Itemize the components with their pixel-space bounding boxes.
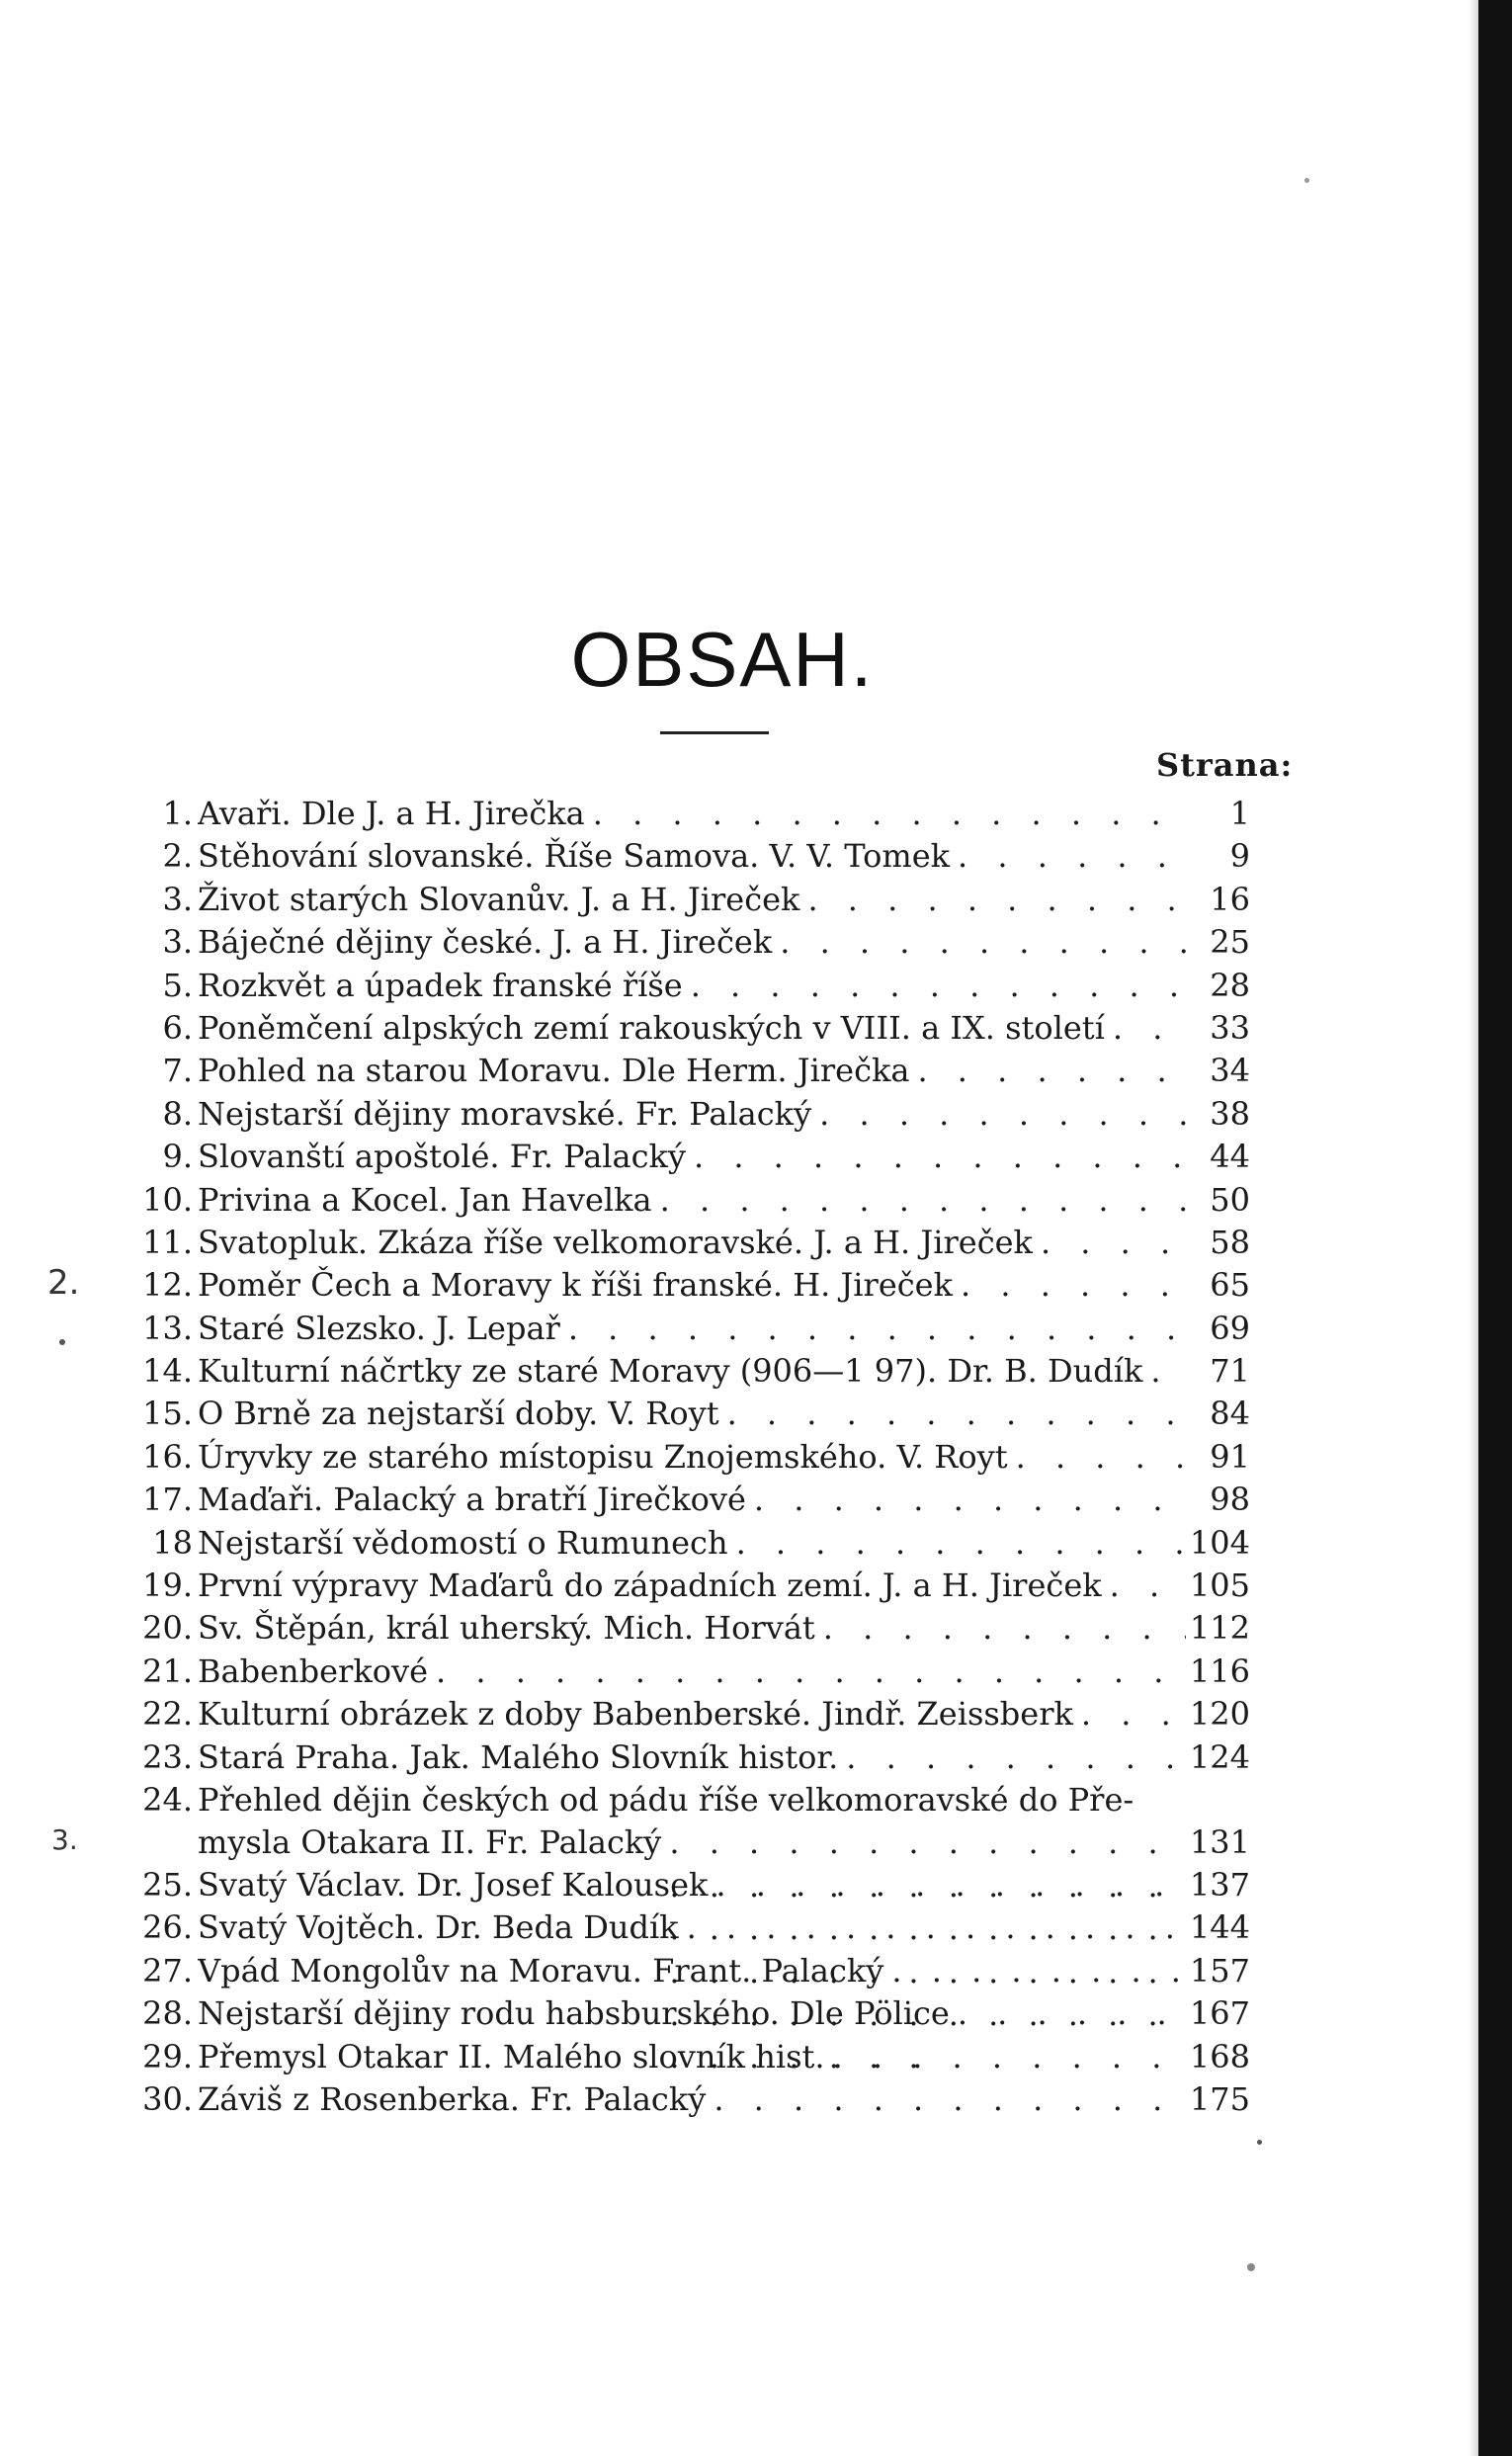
table-of-contents (0, 793, 1285, 2121)
dot-leader (719, 1393, 1186, 1435)
toc-entry-page: 33 (1210, 1008, 1250, 1047)
toc-entry-number: 2. (162, 837, 193, 876)
toc-entry-text: Život starých Slovanův. J. a H. Jireček (198, 880, 800, 918)
toc-entry (0, 1050, 1285, 1092)
ink-speck (1257, 2140, 1262, 2145)
toc-entry-page: 120 (1189, 1695, 1250, 1734)
toc-entry-page: 71 (1210, 1352, 1250, 1391)
toc-entry-page: 144 (1189, 1908, 1250, 1947)
dot-leader (950, 835, 1186, 878)
toc-entry-number: 1. (162, 795, 193, 832)
toc-entry-title (198, 965, 1186, 1007)
dot-leader (686, 1136, 1186, 1178)
page-edge-shadow (1469, 0, 1478, 2456)
toc-entry-text: O Brně za nejstarší doby. V. Royt (198, 1395, 719, 1433)
toc-entry-title (198, 1651, 1186, 1693)
toc-entry-text: Babenberkové (198, 1651, 429, 1690)
toc-entry-number: 17. (142, 1481, 193, 1519)
toc-entry (0, 1007, 1285, 1050)
toc-entry (0, 921, 1285, 964)
toc-entry-page: 65 (1210, 1266, 1250, 1305)
toc-entry-title (198, 1179, 1186, 1222)
toc-entry-title (198, 1607, 1186, 1650)
toc-entry-page: 131 (1189, 1822, 1250, 1861)
toc-entry-number: 30. (142, 2079, 193, 2118)
toc-entry-text: Svatý Vojtěch. Dr. Beda Dudík (198, 1908, 679, 1947)
page-title: OBSAH. (570, 616, 875, 703)
dot-leader (1033, 1222, 1186, 1264)
toc-entry-title (198, 1950, 1186, 1992)
toc-entry-page: 112 (1189, 1609, 1250, 1648)
dot-leader (838, 1736, 1186, 1779)
toc-entry-page: 168 (1189, 2037, 1250, 2075)
toc-entry-number: 16. (142, 1437, 193, 1476)
toc-entry (0, 1864, 1285, 1906)
dot-leader (772, 921, 1186, 964)
toc-entry-text: Maďaři. Palacký a bratří Jirečkové (198, 1481, 746, 1519)
toc-entry-title-line: mysla Otakara II. Fr. Palacký (198, 1823, 662, 1862)
dot-leader (1008, 1436, 1186, 1479)
toc-entry (0, 1179, 1285, 1222)
dot-leader (708, 1864, 1186, 1906)
toc-entry-title (198, 1136, 1186, 1178)
toc-entry-text: Nejstarší vědomostí o Rumunech (198, 1523, 728, 1562)
toc-entry-text: Báječné dějiny české. J. a H. Jireček (198, 923, 773, 962)
toc-entry (0, 1350, 1285, 1393)
dot-leader (728, 1522, 1186, 1565)
toc-entry-number: 3. (162, 880, 193, 918)
toc-entry-title (198, 1479, 1186, 1521)
dot-leader (585, 793, 1186, 835)
toc-entry (0, 1992, 1285, 2035)
toc-entry-title (198, 1350, 1186, 1393)
toc-entry-page: 98 (1210, 1481, 1250, 1519)
dot-leader (825, 2036, 1186, 2078)
toc-entry-title (198, 1093, 1186, 1136)
page-edge (1478, 0, 1512, 2456)
toc-entry (0, 1436, 1285, 1479)
toc-entry (0, 2036, 1285, 2078)
toc-entry-number: 18 (152, 1523, 193, 1562)
toc-entry-text: Kulturní náčrtky ze staré Moravy (906—1 97). Dr. B. Dudík (198, 1352, 1143, 1391)
dot-leader (1073, 1693, 1186, 1736)
toc-entry-number: 13. (142, 1309, 193, 1347)
toc-entry-text: Staré Slezsko. J. Lepař (198, 1309, 560, 1347)
toc-entry (0, 1950, 1285, 1992)
toc-entry-text: Kulturní obrázek z doby Babenberské. Jindř. Zeissberk (198, 1695, 1073, 1734)
toc-entry (0, 1779, 1285, 1864)
toc-entry (0, 835, 1285, 878)
toc-entry-title-line: Přehled dějin českých od pádu říše velkomoravské do Pře- (198, 1780, 1134, 1819)
toc-entry-text: Nejstarší dějiny moravské. Fr. Palacký (198, 1094, 812, 1133)
toc-entry-title (198, 1522, 1186, 1565)
toc-entry (0, 793, 1285, 835)
toc-entry-number: 9. (162, 1138, 193, 1176)
dot-leader (815, 1607, 1186, 1650)
toc-entry (0, 1479, 1285, 1521)
toc-entry-page: 9 (1229, 837, 1250, 876)
toc-entry-title (198, 1693, 1186, 1736)
dot-leader (883, 1950, 1186, 1992)
toc-entry-number: 25. (142, 1865, 193, 1904)
toc-entry-text: Nejstarší dějiny rodu habsburského. Dle Pölice (198, 1994, 950, 2033)
toc-entry-title (198, 1992, 1186, 2035)
toc-entry-number: 3. (162, 923, 193, 962)
toc-entry-text: Rozkvět a úpadek franské říše (198, 966, 683, 1004)
toc-entry-page: 175 (1189, 2079, 1250, 2118)
toc-entry-page: 69 (1210, 1309, 1250, 1347)
toc-entry-title (198, 2078, 1186, 2121)
toc-entry-text: První výpravy Maďarů do západních zemí. J. a H. Jireček (198, 1567, 1102, 1605)
toc-entry-text: Privina a Kocel. Jan Havelka (198, 1180, 652, 1219)
dot-leader (560, 1308, 1186, 1350)
toc-entry-number: 29. (142, 2037, 193, 2075)
toc-entry (0, 1222, 1285, 1264)
toc-entry (0, 1393, 1285, 1435)
toc-entry (0, 1093, 1285, 1136)
ink-speck (1247, 2263, 1255, 2271)
toc-entry-page: 38 (1210, 1094, 1250, 1133)
toc-entry-title (198, 1222, 1186, 1264)
toc-entry-text: Poněmčení alpských zemí rakouských v VIII. a IX. století (198, 1008, 1105, 1047)
toc-entry-number: 15. (142, 1395, 193, 1433)
toc-entry (0, 1906, 1285, 1949)
toc-entry (0, 1651, 1285, 1693)
dot-leader (683, 965, 1186, 1007)
toc-entry-title (198, 2036, 1186, 2078)
toc-entry-text: Pohled na starou Moravu. Dle Herm. Jirečka (198, 1052, 910, 1090)
toc-entry-page: 44 (1210, 1138, 1250, 1176)
toc-entry-page: 28 (1210, 966, 1250, 1004)
dot-leader (950, 1992, 1186, 2035)
toc-entry (0, 1264, 1285, 1307)
toc-entry-title (198, 835, 1186, 878)
toc-entry-title (198, 1393, 1186, 1435)
toc-entry-text: Přemysl Otakar II. Malého slovník hist. (198, 2037, 825, 2075)
toc-entry-title (198, 921, 1186, 964)
toc-entry-text: Úryvky ze starého místopisu Znojemského. V. Royt (198, 1437, 1008, 1476)
dot-leader (799, 879, 1186, 921)
toc-entry-text: Stará Praha. Jak. Malého Slovník histor. (198, 1737, 839, 1776)
dot-leader (953, 1264, 1186, 1307)
toc-entry-title (198, 793, 1186, 835)
toc-entry-page: 157 (1189, 1951, 1250, 1990)
dot-leader (652, 1179, 1186, 1222)
toc-entry-page: 116 (1189, 1651, 1250, 1690)
toc-entry (0, 1693, 1285, 1736)
dot-leader (746, 1479, 1186, 1521)
toc-entry-title (198, 1565, 1186, 1607)
toc-entry-number: 5. (162, 966, 193, 1004)
toc-entry-number: 11. (142, 1223, 193, 1261)
toc-entry-number: 26. (142, 1908, 193, 1947)
dot-leader (706, 2078, 1186, 2121)
toc-entry (0, 1607, 1285, 1650)
toc-entry-title (198, 1007, 1186, 1050)
toc-entry (0, 1522, 1285, 1565)
toc-entry (0, 2078, 1285, 2121)
toc-entry-text: Svatopluk. Zkáza říše velkomoravské. J. a H. Jireček (198, 1223, 1033, 1261)
toc-entry-number: 21. (142, 1651, 193, 1690)
toc-entry-page: 1 (1229, 795, 1250, 832)
toc-entry-page: 58 (1210, 1223, 1250, 1261)
dot-leader (1102, 1565, 1186, 1607)
toc-entry-number: 27. (142, 1951, 193, 1990)
toc-entry (0, 1736, 1285, 1779)
toc-entry-page: 137 (1189, 1865, 1250, 1904)
toc-entry-number: 7. (162, 1052, 193, 1090)
toc-entry-number: 6. (162, 1008, 193, 1047)
margin-note: 2. (47, 1263, 80, 1303)
toc-entry (0, 965, 1285, 1007)
toc-entry-page: 91 (1210, 1437, 1250, 1476)
toc-entry-number: 22. (142, 1695, 193, 1734)
toc-entry-text: Vpád Mongolův na Moravu. Frant. Palacký (198, 1951, 884, 1990)
toc-entry-title (198, 1864, 1186, 1906)
toc-entry (0, 879, 1285, 921)
toc-entry-number: 20. (142, 1609, 193, 1648)
toc-entry-title (198, 879, 1186, 921)
toc-entry-title (198, 1436, 1186, 1479)
toc-entry-title (198, 1050, 1186, 1092)
toc-entry-text: Poměr Čech a Moravy k říši franské. H. Jireček (198, 1266, 953, 1305)
toc-entry-page: 25 (1210, 923, 1250, 962)
toc-entry-number: 10. (142, 1180, 193, 1219)
toc-entry-page: 16 (1210, 880, 1250, 918)
toc-entry (0, 1308, 1285, 1350)
toc-entry-page: 105 (1189, 1567, 1250, 1605)
toc-entry-page: 34 (1210, 1052, 1250, 1090)
toc-entry-number: 14. (142, 1352, 193, 1391)
dot-leader (679, 1906, 1186, 1949)
toc-entry (0, 1136, 1285, 1178)
dot-leader (1105, 1007, 1186, 1050)
toc-entry-text: Avaři. Dle J. a H. Jirečka (198, 795, 585, 832)
toc-entry-title (198, 1736, 1186, 1779)
toc-entry-number: 28. (142, 1994, 193, 2033)
toc-entry-text: Stěhování slovanské. Říše Samova. V. V. Tomek (198, 837, 951, 876)
toc-entry-number: 8. (162, 1094, 193, 1133)
toc-entry-page: 84 (1210, 1395, 1250, 1433)
toc-entry-text: Slovanští apoštolé. Fr. Palacký (198, 1138, 686, 1176)
toc-entry-text: Sv. Štěpán, král uherský. Mich. Horvát (198, 1609, 815, 1648)
dot-leader (909, 1050, 1186, 1092)
toc-entry (0, 1565, 1285, 1607)
toc-entry-page: 50 (1210, 1180, 1250, 1219)
title-rule (660, 731, 769, 734)
toc-entry-title (198, 1264, 1186, 1307)
ink-speck (1304, 178, 1309, 183)
toc-entry-title (198, 1906, 1186, 1949)
dot-leader (811, 1093, 1186, 1136)
toc-entry-number: 19. (142, 1567, 193, 1605)
toc-entry-page: 104 (1189, 1523, 1250, 1562)
toc-entry-page: 167 (1189, 1994, 1250, 2033)
toc-entry-text: Svatý Václav. Dr. Josef Kalousek (198, 1865, 709, 1904)
toc-entry-number: 24. (142, 1780, 193, 1819)
toc-entry-page: 124 (1189, 1737, 1250, 1776)
toc-entry-number: 12. (142, 1266, 193, 1305)
toc-entry-text: Záviš z Rosenberka. Fr. Palacký (198, 2079, 707, 2118)
page-column-header: Strana: (1156, 746, 1294, 784)
toc-entry-number: 23. (142, 1737, 193, 1776)
toc-entry-title (198, 1308, 1186, 1350)
margin-note: 3. (51, 1823, 78, 1856)
dot-leader (428, 1651, 1186, 1693)
